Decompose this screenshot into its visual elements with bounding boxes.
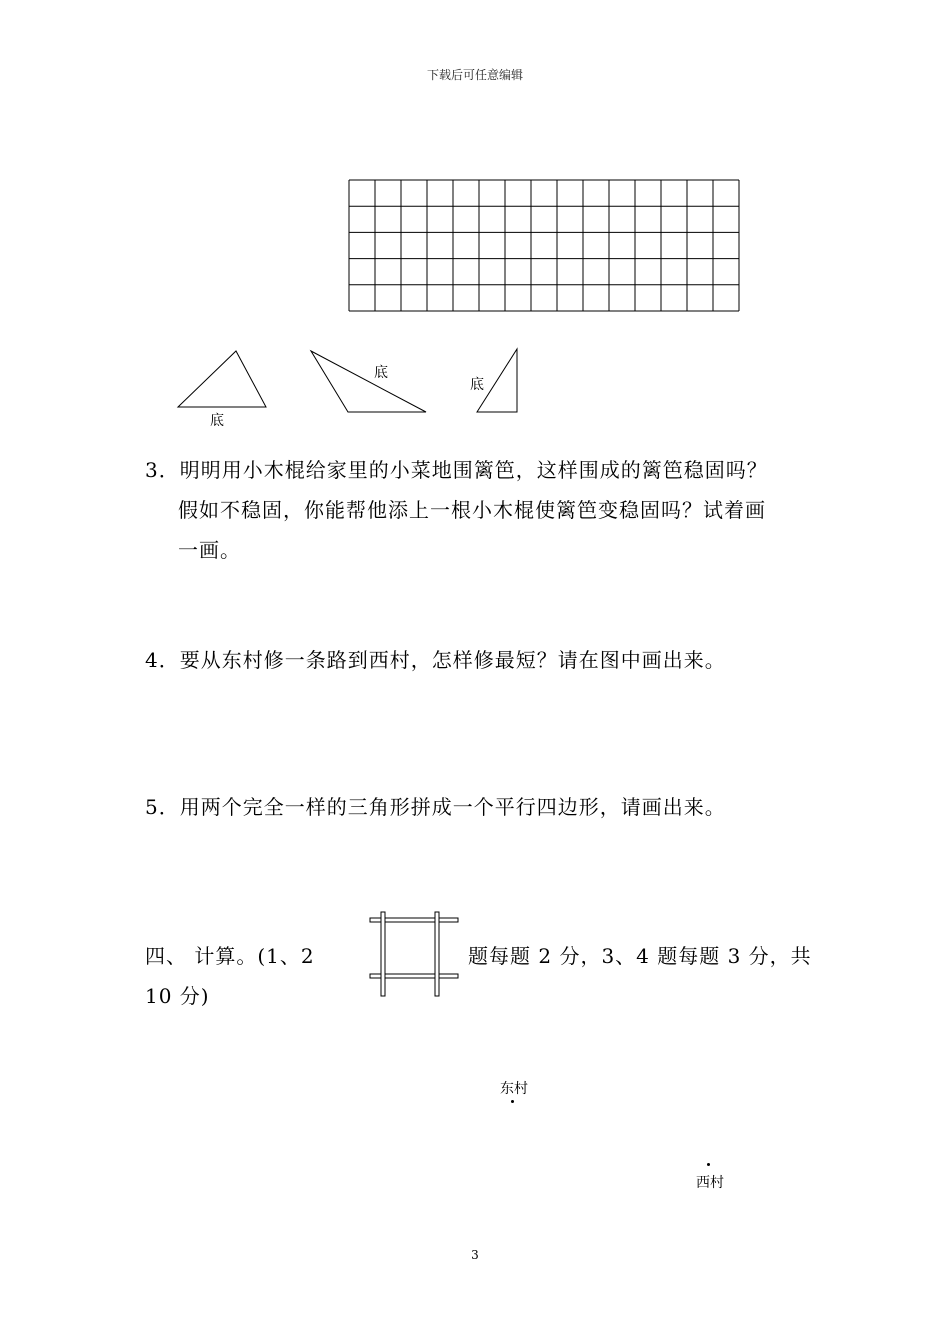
- page-header: 下载后可任意编辑: [426, 68, 523, 82]
- question-5-number: 5．: [145, 795, 180, 819]
- question-3: [145, 450, 768, 490]
- question-5-line-1: 用两个完全一样的三角形拼成一个平行四边形，请画出来。: [179, 795, 726, 819]
- question-4-number: 4．: [145, 648, 180, 672]
- question-4: [145, 640, 726, 680]
- triangle-2-base-label: 底: [374, 365, 388, 381]
- question-3-line-1: 明明用小木棍给家里的小菜地围篱笆，这样围成的篱笆稳固吗？: [179, 458, 768, 482]
- west-village-label: 西村: [696, 1175, 724, 1191]
- stick-fence-figure: [368, 910, 462, 998]
- section-4-heading-part-2: 题每题 2 分，3、4 题每题 3 分，共: [468, 944, 812, 968]
- question-3-line-3: 一画。: [178, 538, 241, 562]
- east-village-label: 东村: [500, 1081, 528, 1097]
- west-village-point: [707, 1163, 710, 1166]
- east-village-point: [511, 1100, 514, 1103]
- question-3-line-2: 假如不稳固，你能帮他添上一根小木棍使篱笆变稳固吗？试着画: [178, 498, 766, 522]
- triangle-1: [170, 345, 275, 415]
- section-4-heading-part-1: 四、 计算。(1、2: [145, 944, 315, 968]
- square-grid: [348, 179, 740, 312]
- section-4-heading-part-3: 10 分): [145, 984, 210, 1008]
- question-5: [145, 787, 726, 827]
- triangle-1-base-label: 底: [210, 413, 224, 429]
- triangle-3-base-label: 底: [470, 377, 484, 393]
- triangle-2: [305, 345, 433, 417]
- question-4-line-1: 要从东村修一条路到西村，怎样修最短？请在图中画出来。: [179, 648, 726, 672]
- page-number: 3: [471, 1248, 479, 1262]
- question-3-number: 3．: [145, 458, 180, 482]
